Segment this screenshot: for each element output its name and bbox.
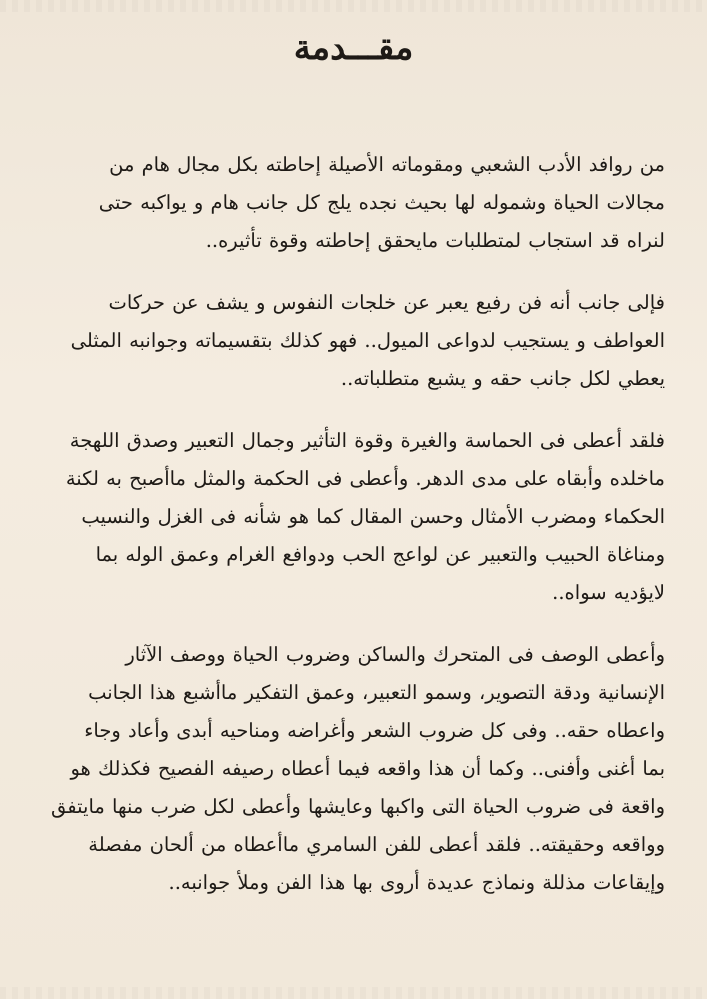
text-line: ومناغاة الحبيب والتعبير عن لواعج الحب ودوافع الغرام وعمق الوله بما bbox=[95, 543, 665, 566]
text-line: وأعطى الوصف فى المتحرك والساكن وضروب الحياة ووصف الآثار bbox=[125, 643, 665, 666]
paragraph-3 bbox=[42, 422, 665, 612]
text-line: وواقعه وحقيقته.. فلقد أعطى للفن السامري ماأعطاه من ألحان مفصلة bbox=[88, 833, 665, 856]
paragraph-2 bbox=[42, 284, 665, 398]
text-line: يعطي لكل جانب حقه و يشبع متطلباته.. bbox=[340, 367, 665, 390]
text-line: بما أغنى وأفنى.. وكما أن هذا واقعه فيما أعطاه رصيفه الفصيح فكذلك هو bbox=[70, 757, 665, 780]
paragraph-4 bbox=[42, 636, 665, 902]
text-line: العواطف و يستجيب لدواعى الميول.. فهو كذلك بتقسيماته وجوانبه المثلى bbox=[70, 329, 665, 352]
paragraph-1 bbox=[42, 146, 665, 260]
text-line: من روافد الأدب الشعبي ومقوماته الأصيلة إحاطته بكل مجال هام من bbox=[109, 153, 665, 176]
text-line: واعطاه حقه.. وفى كل ضروب الشعر وأغراضه ومناحيه أبدى وأعاد وجاء bbox=[84, 719, 665, 742]
text-line: وإيقاعات مذللة ونماذج عديدة أروى بها هذا الفن وملأ جوانبه.. bbox=[168, 871, 665, 894]
text-line: لايؤديه سواه.. bbox=[552, 581, 665, 604]
page-title: مقـــدمة bbox=[293, 28, 414, 68]
text-line: ماخلده وأبقاه على مدى الدهر. وأعطى فى الحكمة والمثل ماأصبح به لكنة bbox=[65, 467, 665, 490]
text-line: واقعة فى ضروب الحياة التى واكبها وعايشها وأعطى لكل ضرب منها مايتفق bbox=[51, 795, 665, 818]
text-line: فإلى جانب أنه فن رفيع يعبر عن خلجات النفوس و يشف عن حركات bbox=[108, 291, 665, 314]
text-line: لنراه قد استجاب لمتطلبات مايحقق إحاطته وقوة تأثيره.. bbox=[205, 229, 665, 252]
text-line: فلقد أعطى فى الحماسة والغيرة وقوة التأثير وجمال التعبير وصدق اللهجة bbox=[69, 429, 665, 452]
text-line: مجالات الحياة وشموله لها بحيث نجده يلج كل جانب هام و يواكبه حتى bbox=[98, 191, 665, 214]
show-through-bottom bbox=[0, 987, 707, 999]
text-line: الإنسانية ودقة التصوير، وسمو التعبير، وعمق التفكير ماأشبع هذا الجانب bbox=[88, 681, 665, 704]
show-through-top bbox=[0, 0, 707, 12]
text-line: الحكماء ومضرب الأمثال وحسن المقال كما هو شأنه فى الغزل والنسيب bbox=[81, 505, 665, 528]
